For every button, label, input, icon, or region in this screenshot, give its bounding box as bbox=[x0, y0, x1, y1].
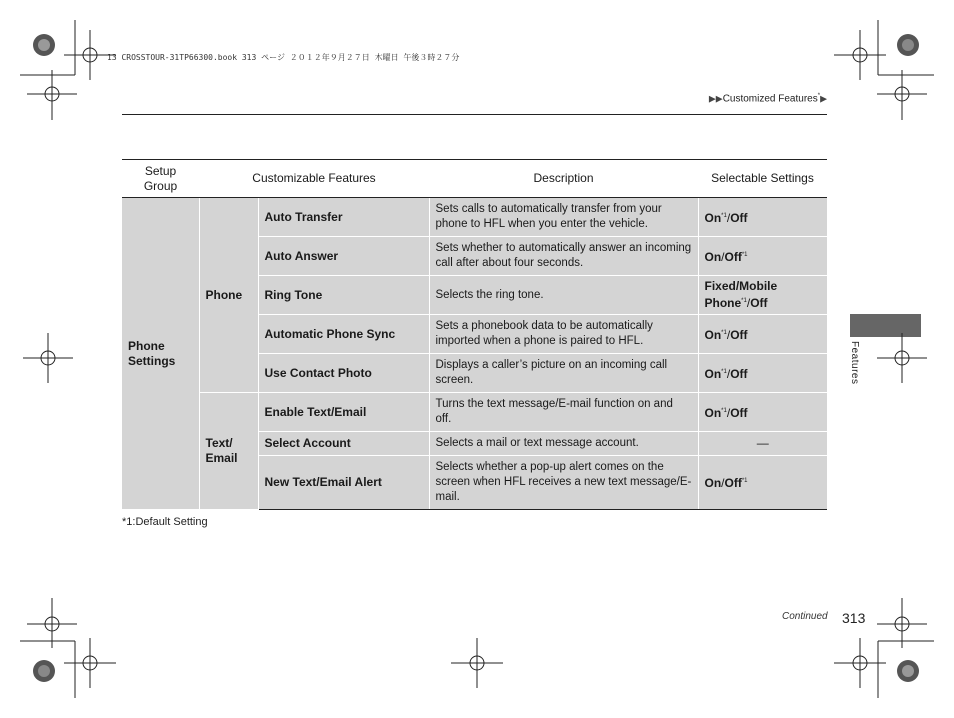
selectable-settings: On$^{*1}$/Off bbox=[698, 198, 827, 237]
selectable-settings: On$^{*1}$/Off bbox=[698, 393, 827, 432]
print-header: 13 CROSSTOUR-31TP66300.book 313 ページ ２０１２年９月２７日 木曜日 午後３時２７分 bbox=[107, 53, 460, 62]
feature-description: Sets whether to automatically answer an incoming call after about four seconds. bbox=[429, 237, 698, 276]
feature-description: Selects whether a pop-up alert comes on the screen when HFL receives a new text message/E-mail. bbox=[429, 456, 698, 510]
feature-description: Selects a mail or text message account. bbox=[429, 432, 698, 456]
selectable-settings: On$^{*1}$/Off bbox=[698, 354, 827, 393]
feature-description: Selects the ring tone. bbox=[429, 276, 698, 315]
header-selectable-settings: Selectable Settings bbox=[698, 160, 827, 198]
feature-name: Select Account bbox=[258, 432, 429, 456]
breadcrumb-mark: * bbox=[817, 93, 821, 99]
header-setup-group: Setup Group bbox=[122, 160, 199, 198]
feature-description: Displays a caller’s picture on an incoming call screen. bbox=[429, 354, 698, 393]
header-customizable-features: Customizable Features bbox=[199, 160, 429, 198]
double-triangle-icon: ▶▶ bbox=[708, 93, 723, 104]
subgroup-text-email: Text/ Email bbox=[199, 393, 258, 510]
feature-name: Enable Text/Email bbox=[258, 393, 429, 432]
feature-description: Sets a phonebook data to be automatically imported when a phone is paired to HFL. bbox=[429, 315, 698, 354]
feature-name: Ring Tone bbox=[258, 276, 429, 315]
selectable-settings: On$^{*1}$/Off bbox=[698, 315, 827, 354]
feature-name: Auto Answer bbox=[258, 237, 429, 276]
header-description: Description bbox=[429, 160, 698, 198]
setup-group-cell: Phone Settings bbox=[122, 198, 199, 510]
page-number: 313 bbox=[842, 610, 866, 626]
section-tab-label: Features bbox=[849, 341, 860, 385]
subgroup-phone: Phone bbox=[199, 198, 258, 393]
selectable-settings: On/Off$^{*1}$ bbox=[698, 456, 827, 510]
feature-description: Turns the text message/E-mail function on and off. bbox=[429, 393, 698, 432]
footnote: *1:Default Setting bbox=[122, 516, 208, 528]
feature-name: Auto Transfer bbox=[258, 198, 429, 237]
feature-name: New Text/Email Alert bbox=[258, 456, 429, 510]
triangle-icon: ▶ bbox=[820, 93, 827, 104]
selectable-settings: On/Off$^{*1}$ bbox=[698, 237, 827, 276]
selectable-settings: Fixed/Mobile Phone$^{*1}$/Off bbox=[698, 276, 827, 315]
breadcrumb-text: Customized Features bbox=[722, 93, 818, 105]
continued-label: Continued bbox=[782, 611, 828, 622]
feature-name: Use Contact Photo bbox=[258, 354, 429, 393]
selectable-settings: — bbox=[698, 432, 827, 456]
feature-name: Automatic Phone Sync bbox=[258, 315, 429, 354]
feature-description: Sets calls to automatically transfer from your phone to HFL when you enter the vehicle. bbox=[429, 198, 698, 237]
